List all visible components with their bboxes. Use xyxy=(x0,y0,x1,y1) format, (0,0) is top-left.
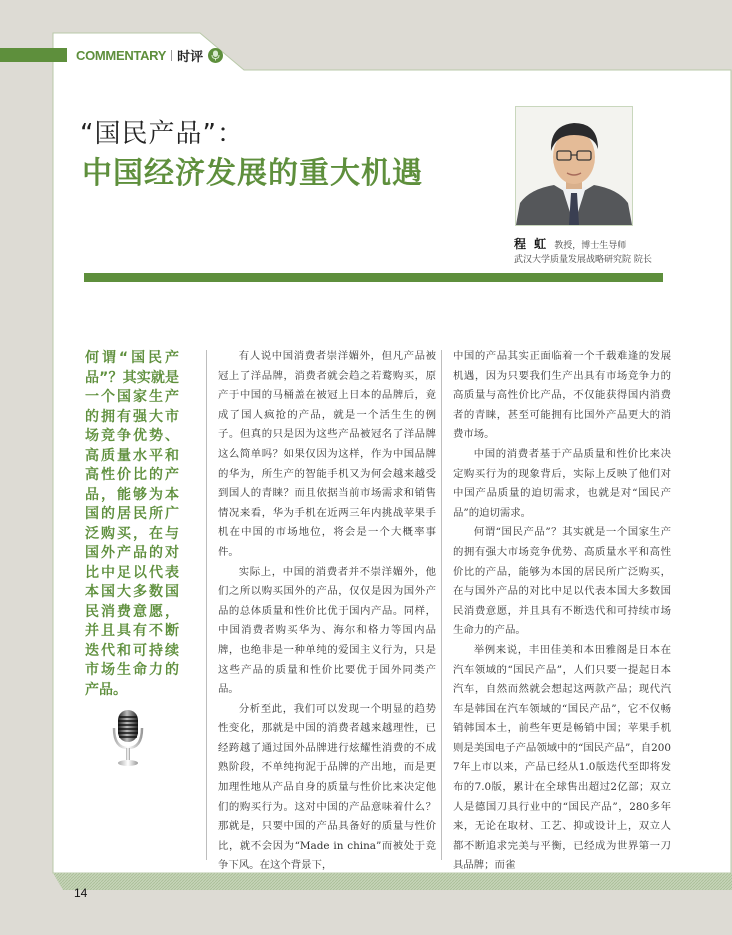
footer-hatched-strip xyxy=(53,873,732,890)
author-photo xyxy=(515,106,633,226)
column-divider xyxy=(206,350,207,860)
section-divider-bar xyxy=(84,273,663,282)
paragraph: 何谓“国民产品”？其实就是一个国家生产的拥有强大市场竞争优势、高质量水平和高性价比的产品，能够为本国的居民所广泛购买，在与国外产品的对比中足以代表本国大多数国民消费意愿，并且具有不断迭代和可持续市场生命力的产品。 xyxy=(453,526,671,637)
microphone-icon xyxy=(208,48,223,63)
column-divider xyxy=(441,350,442,860)
author-title: 教授，博士生导师 xyxy=(554,241,627,251)
paragraph: 举例来说，丰田佳美和本田雅阁是日本在汽车领域的“国民产品”，人们只要一提起日本汽车，自然而然就会想起这两款产品；现代汽车是韩国在汽车领域的“国民产品”，它不仅畅销韩国本土，前些年更是畅销中国；苹果手机则是美国电子产品领域中的“国民产品”，自2007年上市以来，产品已经从1.0版迭代至即将发布的7.0版，累计在全球售出超过2亿部；双立人是德国刀具行业中的“国民产品”，280多年来，无论在取材、工艺、抑或设计上，双立人都不断追求完美与平衡，已经成为世界第一刀具品牌；而雀 xyxy=(453,643,671,872)
author-byline xyxy=(514,235,626,252)
paragraph: 有人说中国消费者崇洋媚外，但凡产品被冠上了洋品牌，消费者就会趋之若鹜购买，原产于中国的马桶盖在被冠上日本的品牌后，竟成了国人疯抢的产品，就是一个活生生的例子。但真的只是因为这些产品被冠名了洋品牌这么简单吗？如果仅因为这样，作为中国品牌的华为，所生产的智能手机又为何会越来越受到国人的青睐？而且依据当前市场需求和销售情况来看，华为手机在近两三年内挑战苹果手机在中国的市场地位，将会是一个大概率事件。 xyxy=(218,350,436,558)
article-title-quote: “国民产品”： xyxy=(80,119,244,149)
pull-quote: 何谓“国民产品”？其实就是一个国家生产的拥有强大市场竞争优势、高质量水平和高性价比的产品，能够为本国的居民所广泛购买，在与国外产品的对比中足以代表本国大多数国民消费意愿，并且具有不断迭代和可持续市场生命力的产品。 xyxy=(85,350,179,698)
article-column-1 xyxy=(218,347,436,876)
section-label-english: COMMENTARY xyxy=(76,47,167,63)
author-affiliation: 武汉大学质量发展战略研究院 院长 xyxy=(514,255,652,265)
paragraph: 分析至此，我们可以发现一个明显的趋势性变化，那就是中国的消费者越来越理性，已经跨越了通过国外品牌进行炫耀性消费的不成熟阶段，不单纯拘泥于品牌的产出地，而是更加理性地从产品自身的质量与性价比来决定他们的购买行为。这对中国的产品意味着什么？那就是，只要中国的产品具备好的质量与性价比，就不会因为“Made in china”而被处于竞争下风。在这个背景下， xyxy=(218,702,436,872)
article-title-main: 中国经济发展的重大机遇 xyxy=(82,156,423,191)
section-label-chinese: 时评 xyxy=(177,49,204,65)
microphone-icon xyxy=(110,708,146,772)
paragraph: 中国的消费者基于产品质量和性价比来决定购买行为的现象背后，实际上反映了他们对中国产品质量的迫切需求，也就是对“国民产品”的迫切需求。 xyxy=(453,447,671,519)
paragraph: 中国的产品其实正面临着一个千载难逢的发展机遇，因为只要我们生产出具有市场竞争力的高质量与高性价比产品，不仅能获得国内消费者的青睐，甚至可能拥有比国外产品更大的消费市场。 xyxy=(453,350,671,441)
page-number: 14 xyxy=(74,886,88,900)
paragraph: 实际上，中国的消费者并不崇洋媚外，他们之所以购买国外的产品，仅仅是因为国外产品的总体质量和性价比优于国内产品。同样，中国消费者购买华为、海尔和格力等国内品牌，也绝非是一种单纯的爱国主义行为，只是这些产品的质量和性价比要优于国外同类产品。 xyxy=(218,565,436,696)
article-column-2 xyxy=(453,347,671,876)
header-accent-bar xyxy=(0,48,67,62)
section-tab xyxy=(76,46,223,64)
section-divider xyxy=(171,50,172,61)
author-name: 程 虹 xyxy=(514,237,549,251)
